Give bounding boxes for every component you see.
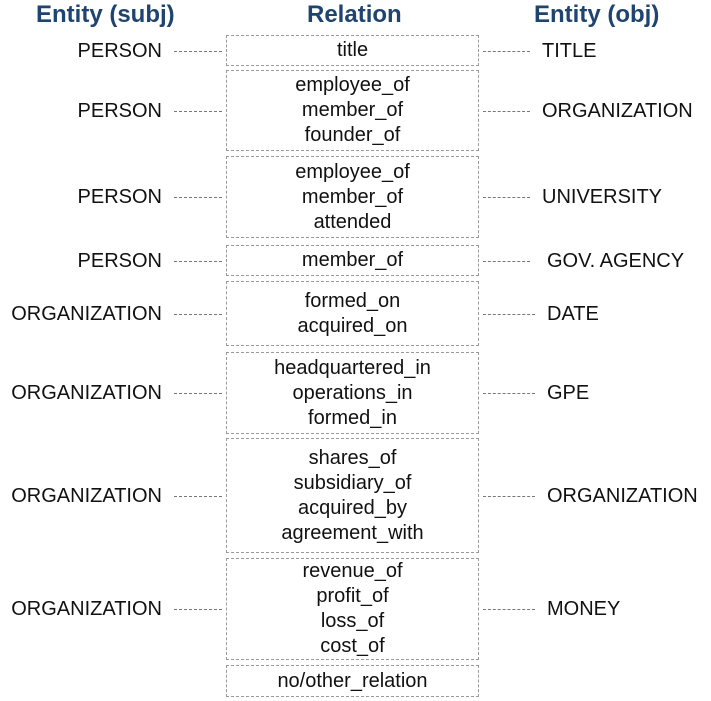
relation-label: no/other_relation <box>277 669 428 692</box>
object-entity-label: UNIVERSITY <box>542 186 663 208</box>
relation-label: shares_of <box>308 446 397 469</box>
relation-box <box>226 156 479 238</box>
object-connector-line <box>483 111 530 112</box>
subject-connector-line <box>174 111 222 112</box>
relation-label: revenue_of <box>302 560 403 582</box>
subject-entity-label: PERSON <box>77 186 162 208</box>
subject-connector-line <box>174 197 222 198</box>
object-connector-line <box>483 314 535 315</box>
relation-label: formed_in <box>308 406 397 429</box>
relation-label: member_of <box>301 99 404 121</box>
subject-connector-line <box>174 51 222 52</box>
object-connector-line <box>483 51 530 52</box>
subject-connector-line <box>174 496 222 497</box>
relation-label: attended <box>313 210 392 233</box>
subject-connector-line <box>174 609 222 610</box>
relation-label: employee_of <box>295 160 410 183</box>
relation-label: founder_of <box>304 124 401 146</box>
relation-box <box>226 438 479 553</box>
object-connector-line <box>483 197 530 198</box>
object-connector-line <box>483 261 530 262</box>
object-entity-label: TITLE <box>542 39 597 62</box>
subject-entity-label: ORGANIZATION <box>11 598 162 620</box>
subject-column-header: Entity (subj) <box>36 1 175 28</box>
subject-entity-label: ORGANIZATION <box>11 382 162 404</box>
relation-label: subsidiary_of <box>293 471 412 494</box>
relation-box <box>226 558 479 660</box>
subject-entity-label: ORGANIZATION <box>11 302 162 325</box>
relation-box <box>226 245 479 276</box>
subject-entity-label: PERSON <box>77 39 162 62</box>
relation-label: title <box>336 39 369 61</box>
subject-entity-label: PERSON <box>77 249 162 272</box>
object-connector-line <box>483 496 535 497</box>
relation-label: loss_of <box>320 610 385 632</box>
object-entity-label: MONEY <box>547 598 621 620</box>
relation-label: acquired_by <box>298 496 407 519</box>
relation-column-header: Relation <box>307 1 402 28</box>
subject-connector-line <box>174 393 222 394</box>
subject-entity-label: PERSON <box>77 99 162 122</box>
object-entity-label: GPE <box>547 382 590 404</box>
object-entity-label: ORGANIZATION <box>542 99 693 122</box>
subject-entity-label: ORGANIZATION <box>11 484 162 507</box>
relation-box <box>226 281 479 346</box>
relation-label: acquired_on <box>297 314 408 337</box>
object-entity-label: GOV. AGENCY <box>547 249 685 272</box>
relation-box <box>226 665 479 697</box>
relation-label: headquartered_in <box>274 356 431 379</box>
relation-label: formed_on <box>304 289 401 312</box>
relation-box <box>226 35 479 66</box>
object-connector-line <box>483 393 535 394</box>
subject-connector-line <box>174 261 222 262</box>
relation-label: operations_in <box>292 381 413 404</box>
relation-box <box>226 70 479 151</box>
object-entity-label: DATE <box>547 302 599 325</box>
relation-label: member_of <box>301 185 404 208</box>
object-entity-label: ORGANIZATION <box>547 484 698 507</box>
relation-label: agreement_with <box>281 521 424 544</box>
relation-label: member_of <box>301 249 404 271</box>
object-connector-line <box>483 609 535 610</box>
relation-label: cost_of <box>320 635 385 657</box>
relation-label: profit_of <box>316 585 389 607</box>
subject-connector-line <box>174 314 222 315</box>
relation-box <box>226 352 479 434</box>
relation-label: employee_of <box>295 74 410 96</box>
object-column-header: Entity (obj) <box>534 1 660 28</box>
